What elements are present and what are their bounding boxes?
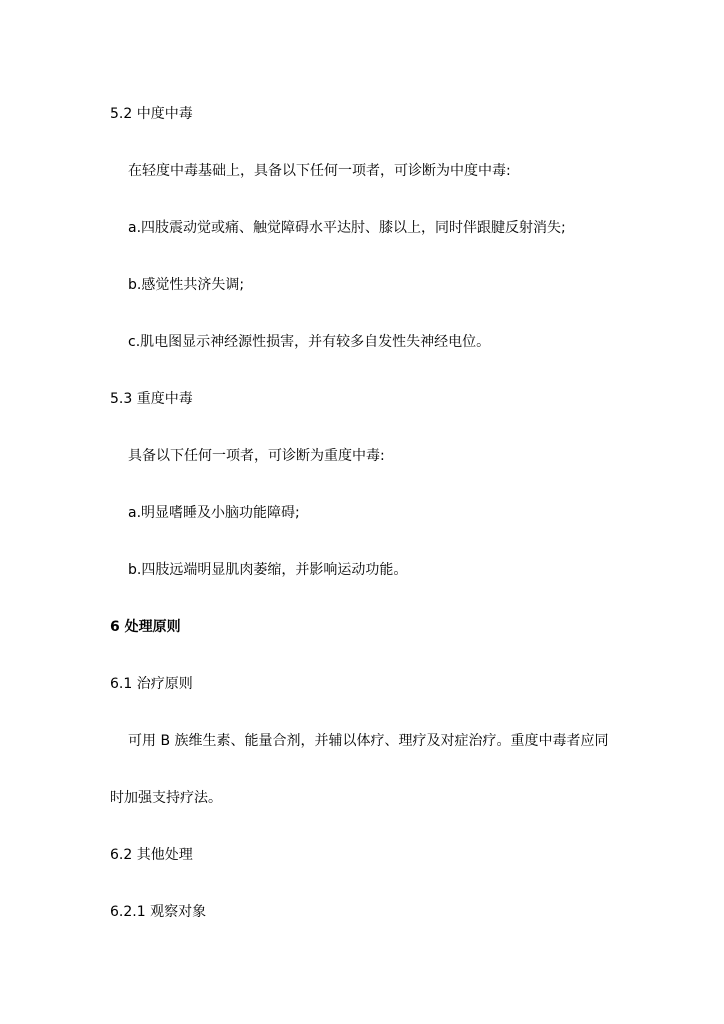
list-item-moderate-a: a.四肢震动觉或痛、触觉障碍水平达肘、膝以上，同时伴跟腱反射消失; xyxy=(128,220,566,236)
paragraph-treatment-line-2: 时加强支持疗法。 xyxy=(110,790,222,806)
paragraph-treatment-line-1: 可用 B 族维生素、能量合剂，并辅以体疗、理疗及对症治疗。重度中毒者应同 xyxy=(128,733,609,749)
section-heading-6: 6 处理原则 xyxy=(110,619,181,635)
list-item-moderate-b: b.感觉性共济失调; xyxy=(128,277,245,293)
list-item-severe-b: b.四肢远端明显肌肉萎缩，并影响运动功能。 xyxy=(128,562,408,578)
section-heading-6-1: 6.1 治疗原则 xyxy=(110,676,193,692)
section-heading-6-2-1: 6.2.1 观察对象 xyxy=(110,904,207,920)
paragraph-moderate-intro: 在轻度中毒基础上，具备以下任何一项者，可诊断为中度中毒: xyxy=(128,163,511,179)
list-item-moderate-c: c.肌电图显示神经源性损害，并有较多自发性失神经电位。 xyxy=(128,334,491,350)
section-heading-6-2: 6.2 其他处理 xyxy=(110,847,193,863)
list-item-severe-a: a.明显嗜睡及小脑功能障碍; xyxy=(128,505,300,521)
section-heading-5-3: 5.3 重度中毒 xyxy=(110,391,193,407)
paragraph-severe-intro: 具备以下任何一项者，可诊断为重度中毒: xyxy=(128,448,385,464)
section-heading-5-2: 5.2 中度中毒 xyxy=(110,106,193,122)
